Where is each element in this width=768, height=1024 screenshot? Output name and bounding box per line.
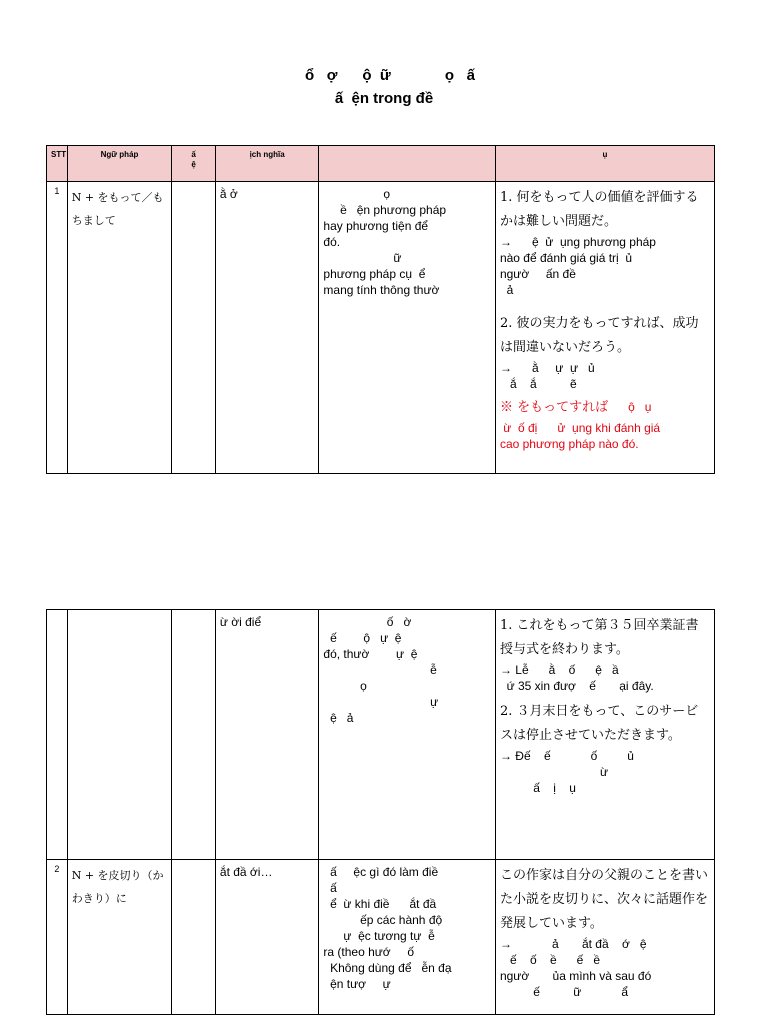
grammar-table-1 [46, 145, 715, 474]
example-1-vi: → ả ắt đầ ớ ệ ế ố ề ế ề ngườ ủa mình và sau đó ế ữ ẩ [499, 937, 652, 999]
usage-note-jp: ※ をもってすれば [499, 400, 609, 415]
row-stt: 1 [47, 182, 68, 474]
example-2-jp: 2. ３月末日をもって、このサービスは停止させていただきます。 [499, 704, 699, 743]
row-meaning: ắt đầ ới… [215, 860, 319, 1015]
row-meaning: ừ ời điể [215, 610, 319, 860]
example-2-jp: 2. 彼の実力をもってすれば、成功は間違いないだろう。 [499, 316, 699, 355]
row-meaning: ằ ở [215, 182, 319, 474]
usage-note-head: ộ ụ [608, 400, 652, 414]
title-line-2: ấ ện trong đề [334, 90, 434, 107]
header-grammar: Ngữ pháp [67, 146, 172, 182]
example-1-jp: この作家は自分の父親のことを書いた小説を皮切りに、次々に話題作を発展しています。 [499, 868, 708, 931]
header-level [172, 146, 216, 182]
row-stt: 2 [47, 860, 68, 1015]
table-row [47, 182, 715, 474]
example-2-vi: → Đế ế ố ủ ừ ấ ị ụ [499, 749, 634, 795]
row-level [172, 182, 216, 474]
row-explanation: ấ ệc gì đó làm điề ấ ể ừ khi điề ắt đầ ếp các hành độ ự ệc tương tự ễ ra (theo hướ ố Không dùng để ễn đạ ện tượ ự [319, 860, 496, 1015]
row-examples [495, 610, 714, 860]
header-level-text: ấ ệ [191, 150, 196, 169]
row-examples [495, 860, 714, 1015]
grammar-table-2 [46, 609, 715, 1015]
row-grammar [67, 610, 172, 860]
header-explanation [319, 146, 496, 182]
row-examples [495, 182, 714, 474]
table-row [47, 610, 715, 860]
row-grammar: N + をもって／もちまして [67, 182, 172, 474]
row-grammar: N + を皮切り（かわきり）に [67, 860, 172, 1015]
row-explanation: ọ ề ện phương pháp hay phương tiện để đó. ữ phương pháp cụ ể mang tính thông thườ [319, 182, 496, 474]
example-2-vi: → ằ ự ự ủ ắ ắ ẽ [499, 361, 595, 391]
example-1-vi: → Lễ ằ ố ệ ầ ứ 35 xin đượ ế ại đây. [499, 663, 654, 693]
row-explanation: ố ờ ế ộ ự ệ đó, thườ ự ệ ễ ọ ự ệ ả [319, 610, 496, 860]
example-1-vi: → ệ ử ụng phương pháp nào để đánh giá giá trị ủ ngườ ấn đề ả [499, 235, 656, 297]
usage-note [500, 396, 710, 452]
table-row [47, 860, 715, 1015]
row-stt [47, 610, 68, 860]
header-stt: STT [47, 146, 68, 182]
header-meaning: ịch nghĩa [215, 146, 319, 182]
document-title [0, 64, 768, 110]
example-1-jp: 1. これをもって第３５回卒業証書授与式を終わります。 [499, 618, 699, 657]
row-level [172, 860, 216, 1015]
usage-note-vi: ừ ố đị ử ụng khi đánh giá cao phương pháp nào đó. [499, 421, 661, 451]
header-example: ụ [495, 146, 714, 182]
title-line-1: ổ ợ ộ ữ ọ ấ [305, 67, 475, 84]
row-level [172, 610, 216, 860]
header-row [47, 146, 715, 182]
example-1-jp: 1. 何をもって人の価値を評価するかは難しい問題だ。 [499, 190, 699, 229]
